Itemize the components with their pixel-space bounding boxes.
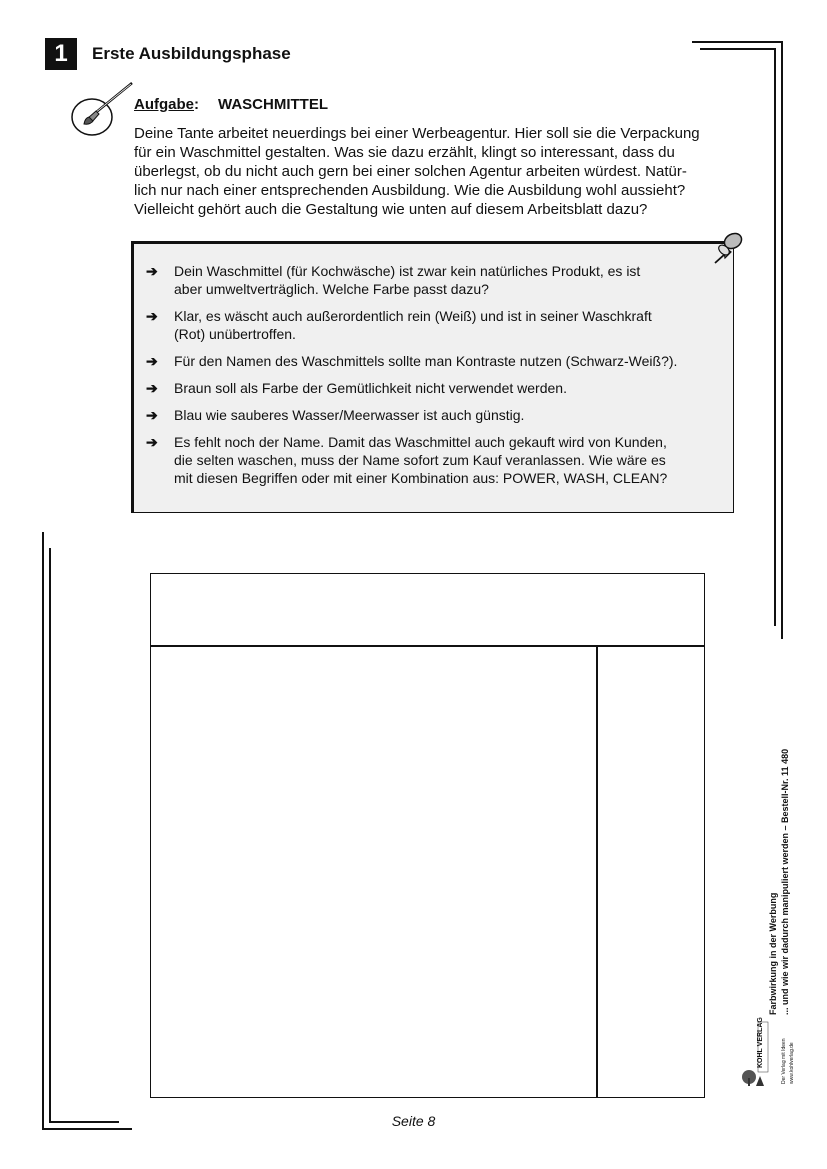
arrow-right-icon: ➔ [146, 434, 158, 450]
hint-line: (Rot) unübertroffen. [174, 326, 296, 342]
packaging-design-area[interactable] [150, 573, 705, 1098]
task-description-line: überlegst, ob du nicht auch gern bei einer solchen Agentur arbeiten würdest. Natür- [134, 163, 687, 180]
frame-line-right [781, 41, 783, 639]
hint-line: Dein Waschmittel (für Kochwäsche) ist zwar kein natürliches Produkt, es ist [174, 263, 641, 279]
task-description-line: Deine Tante arbeitet neuerdings bei einer Werbeagentur. Hier soll sie die Verpackung [134, 125, 700, 142]
sidebar-subtitle: ... und wie wir dadurch manipuliert werden – Bestell-Nr. 11 480 [780, 748, 790, 1015]
publisher-logo [740, 1020, 772, 1088]
pushpin-icon [709, 230, 747, 266]
design-divider-horizontal [151, 645, 704, 647]
list-item [146, 379, 736, 397]
publisher-name: KOHL VERLAG [757, 1017, 764, 1068]
arrow-right-icon: ➔ [146, 407, 158, 423]
hint-line: Braun soll als Farbe der Gemütlichkeit nicht verwendet werden. [174, 380, 567, 396]
task-label: Aufgabe: [134, 96, 199, 113]
arrow-right-icon: ➔ [146, 263, 158, 279]
frame-line-top [692, 41, 782, 43]
frame-line-right-inner [774, 48, 776, 626]
section-number: 1 [45, 38, 77, 70]
hint-line: aber umweltverträglich. Welche Farbe passt dazu? [174, 281, 489, 297]
frame-line-left-inner [49, 548, 51, 1123]
task-description-line: für ein Waschmittel gestalten. Was sie dazu erzählt, klingt so interessant, dass du [134, 144, 675, 161]
arrow-right-icon: ➔ [146, 380, 158, 396]
hint-line: Es fehlt noch der Name. Damit das Waschmittel auch gekauft wird von Kunden, [174, 434, 667, 450]
arrow-right-icon: ➔ [146, 353, 158, 369]
arrow-right-icon: ➔ [146, 308, 158, 324]
design-divider-vertical [596, 646, 598, 1097]
task-title: WASCHMITTEL [218, 96, 328, 113]
list-item [146, 352, 736, 370]
page-number: Seite 8 [391, 1113, 436, 1129]
hint-line: Klar, es wäscht auch außerordentlich rein (Weiß) und ist in seiner Waschkraft [174, 308, 652, 324]
task-description-line: Vielleicht gehört auch die Gestaltung wie unten auf diesem Arbeitsblatt dazu? [134, 201, 648, 218]
frame-line-left [42, 532, 44, 1130]
hint-line: mit diesen Begriffen oder mit einer Kombination aus: POWER, WASH, CLEAN? [174, 470, 668, 486]
hint-list [146, 262, 736, 496]
list-item [146, 433, 736, 487]
hint-line: Blau wie sauberes Wasser/Meerwasser ist auch günstig. [174, 407, 525, 423]
list-item [146, 406, 736, 424]
list-item [146, 307, 736, 343]
list-item [146, 262, 736, 298]
task-description [134, 124, 734, 219]
task-description-line: lich nur nach einer entsprechenden Ausbildung. Wie die Ausbildung wohl aussieht? [134, 182, 686, 199]
hint-line: die selten waschen, muss der Name sofort zum Kauf veranlassen. Wie wäre es [174, 452, 666, 468]
section-title: Erste Ausbildungsphase [92, 44, 291, 63]
hint-line: Für den Namen des Waschmittels sollte man Kontraste nutzen (Schwarz-Weiß?). [174, 353, 678, 369]
frame-line-top-inner [700, 48, 775, 50]
publisher-slogan: Der Verlag mit Ideen [781, 1038, 787, 1084]
sidebar-title: Farbwirkung in der Werbung [768, 892, 778, 1015]
publisher-url: www.kohlverlag.de [789, 1042, 795, 1084]
brush-icon [70, 80, 136, 138]
